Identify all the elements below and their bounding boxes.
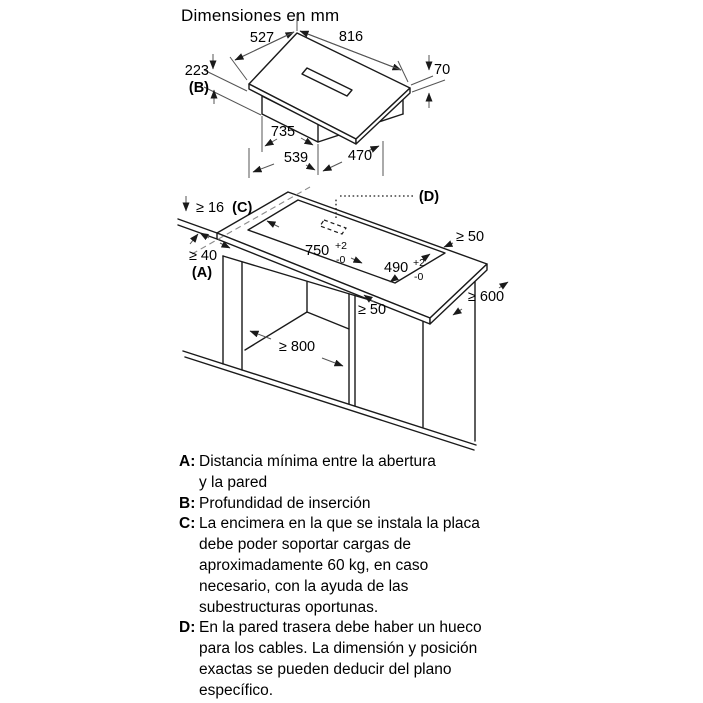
- legend-line: y la pared: [199, 473, 268, 491]
- cooktop-figure: [185, 13, 450, 178]
- svg-text:-0: -0: [336, 254, 346, 266]
- svg-text:223: 223: [184, 63, 209, 79]
- dim-70: [411, 55, 450, 108]
- legend-letter: A:: [179, 453, 196, 470]
- legend: [179, 452, 489, 702]
- svg-text:≥ 50: ≥ 50: [455, 229, 485, 245]
- legend-text: [199, 452, 489, 494]
- svg-text:539: 539: [283, 150, 309, 166]
- svg-text:≥ 800: ≥ 800: [278, 339, 316, 355]
- svg-text:-0: -0: [414, 271, 424, 283]
- dim-470: [323, 141, 383, 176]
- svg-text:≥ 600: ≥ 600: [467, 289, 505, 305]
- legend-line: necesario, con la ayuda de las: [199, 577, 409, 595]
- legend-letter: B:: [179, 494, 196, 512]
- svg-text:≥ 40: ≥ 40: [188, 248, 218, 264]
- legend-line: debe poder soportar cargas de: [199, 536, 411, 554]
- svg-text:+2: +2: [335, 240, 347, 252]
- svg-text:≥ 16 (C): ≥ 16 (C): [196, 200, 253, 216]
- dim-800: [250, 331, 343, 366]
- legend-text: [199, 494, 489, 515]
- svg-text:(D): (D): [418, 189, 440, 205]
- svg-text:470: 470: [347, 148, 373, 164]
- legend-line: La encimera en la que se instala la placa: [199, 515, 480, 533]
- dim-D-leader: [336, 189, 439, 218]
- legend-line: Profundidad de inserción: [199, 494, 371, 512]
- legend-text: [199, 618, 489, 701]
- svg-text:≥ 50: ≥ 50: [357, 302, 387, 318]
- installation-figure: [178, 187, 508, 450]
- legend-line: En la pared trasera debe haber un hueco: [199, 619, 482, 637]
- dim-50-back: [444, 229, 484, 247]
- legend-line: específico.: [199, 681, 274, 699]
- legend-letter: C:: [179, 515, 196, 533]
- svg-text:+2: +2: [413, 257, 425, 269]
- legend-item: [179, 452, 489, 494]
- svg-text:750: 750: [305, 243, 330, 259]
- legend-line: exactas se pueden deducir del plano: [199, 660, 452, 678]
- legend-item: [179, 514, 489, 618]
- page-title: Dimensiones en mm: [181, 6, 340, 25]
- legend-line: Distancia mínima entre la abertura: [199, 453, 436, 470]
- legend-item: [179, 494, 489, 515]
- legend-line: aproximadamente 60 kg, en caso: [199, 556, 429, 574]
- svg-text:(A): (A): [191, 265, 213, 281]
- legend-item: [179, 618, 489, 701]
- svg-text:70: 70: [434, 62, 451, 78]
- svg-text:735: 735: [270, 124, 296, 140]
- svg-text:527: 527: [249, 30, 275, 46]
- legend-text: [199, 514, 489, 618]
- svg-text:816: 816: [338, 29, 364, 45]
- dim-539: [249, 148, 315, 178]
- legend-letter: D:: [179, 619, 196, 637]
- legend-line: para los cables. La dimensión y posición: [199, 640, 478, 658]
- svg-text:(B): (B): [188, 80, 209, 96]
- svg-text:490: 490: [384, 260, 409, 276]
- legend-line: subestructuras oportunas.: [199, 598, 379, 616]
